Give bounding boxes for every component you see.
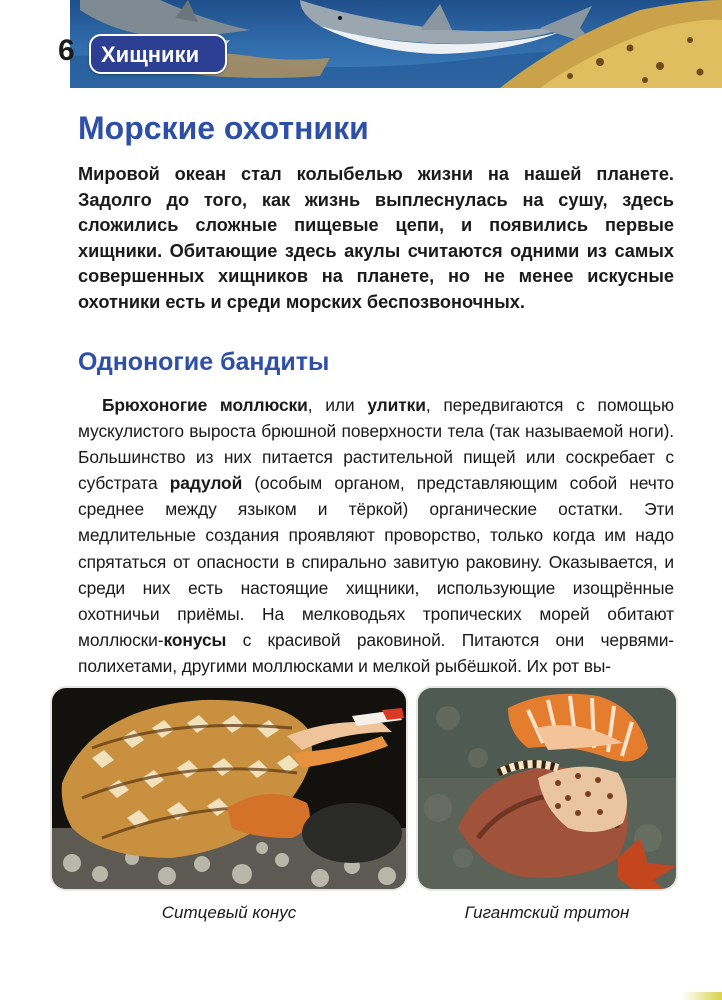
- body-text-segment: (особым органом, представляющим собой нечто среднее между языком и тёркой) органические остатки. Эти медлительные создания проявляют проворство, только когда им надо спрятаться от опасности в спирально завитую раковину. Оказывается, и среди них есть настоящие хищники, использующие изощрённые охотничьи приёмы. На мелководьях тропических морей обитают моллюски-: [78, 473, 674, 650]
- caption-textile-cone: Ситцевый конус: [161, 903, 297, 922]
- term-snails: улитки: [367, 395, 426, 415]
- term-gastropods: Брюхоногие моллюски: [102, 395, 308, 415]
- lead-paragraph: Мировой океан стал колыбелью жизни на нашей планете. Задолго до того, как жизнь выплеснулась на сушу, здесь сложились сложные пищевые цепи, и появились первые хищники. Обитающие здесь акулы считаются одними из самых совершенных хищников на планете, но не менее искусные охотники есть и среди морских беспозвоночных.: [78, 164, 674, 312]
- header-banner: [0, 0, 722, 88]
- page-number: 6: [58, 34, 75, 67]
- page-corner-decoration: [682, 992, 722, 1000]
- body-text-segment: , или: [307, 395, 368, 415]
- shark-illustration: [300, 0, 596, 54]
- body-text-segment: , передвигаются с помощью мускулистого выроста брюшной поверхности тела (так называемой ноги). Большинство из них питается растительной пищей или соскребает с субстрата: [78, 395, 674, 494]
- body-text-segment: с красивой раковиной. Питаются они червями-полихетами, другими моллюсками и мелкой рыбёшкой. Их рот вы-: [78, 629, 674, 676]
- squid-illustration: [500, 0, 722, 88]
- photo-giant-triton: [418, 688, 676, 889]
- section-heading: Одноногие бандиты: [78, 348, 330, 376]
- photo-textile-cone: [52, 688, 406, 889]
- term-cones: конусы: [163, 629, 227, 650]
- page-title: Морские охотники: [78, 110, 369, 146]
- chapter-tab: Хищники: [89, 34, 227, 74]
- body-paragraph: [78, 392, 674, 679]
- caption-giant-triton: Гигантский тритон: [464, 903, 630, 922]
- term-radula: радулой: [169, 473, 243, 494]
